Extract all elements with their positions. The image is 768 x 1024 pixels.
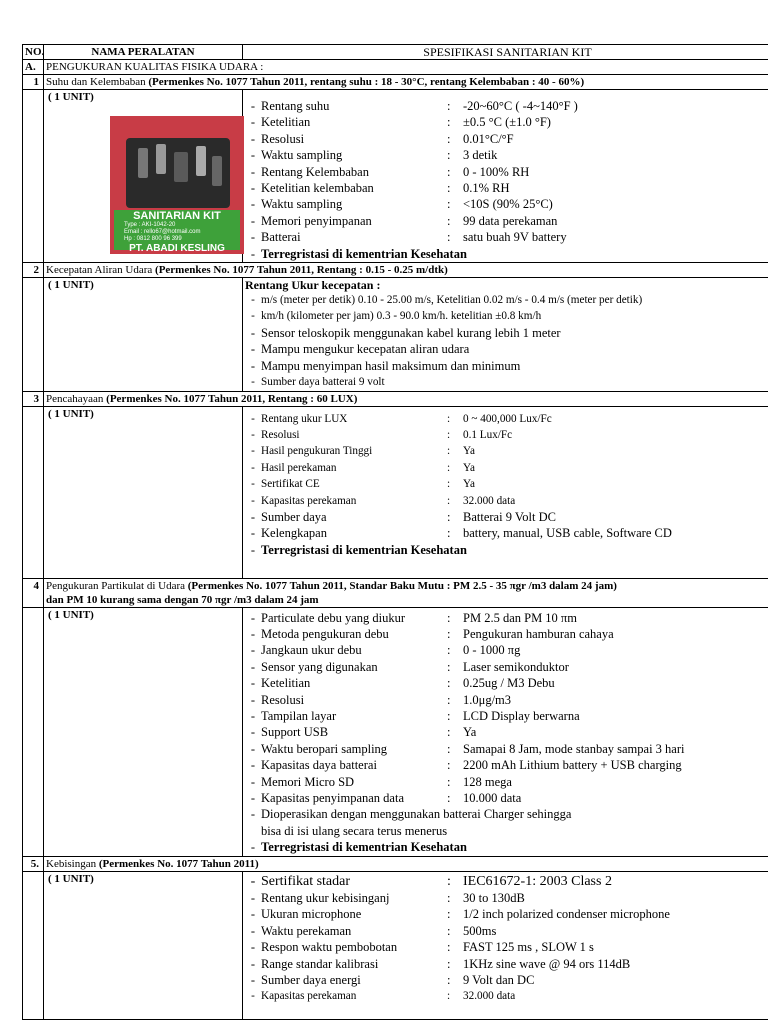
spec-line: - Sensor teloskopik menggunakan kabel kurang lebih 1 meter [250, 325, 561, 340]
spec-value: 0 - 1000 πg [463, 643, 521, 658]
spec-label: Jangkaun ukur debu [261, 643, 362, 658]
spec-value: 32.000 data [463, 990, 516, 1003]
item-4-no: 4 [23, 578, 44, 607]
spec-row: - Ketelitian : 0.25ug / M3 Debu [245, 675, 768, 691]
item-3-unit: ( 1 UNIT) [48, 407, 94, 420]
item-1-title-row [23, 75, 768, 90]
item-1-title: Suhu dan Kelembaban (Permenkes No. 1077 Tahun 2011, rentang suhu : 18 - 30°C, rentang Kelembaban : 40 - 60%) [44, 75, 768, 90]
item-4-footer: - Terregristasi di kementrian Kesehatan [250, 840, 467, 855]
spec-label: Resolusi [261, 428, 300, 441]
spec-value: LCD Display berwarna [463, 708, 580, 723]
spec-label: Memori Micro SD [261, 774, 355, 789]
spec-row: - Rentang suhu : -20~60°C ( -4~140°F ) [245, 98, 768, 114]
item-4-title: Pengukuran Partikulat di Udara (Permenkes No. 1077 Tahun 2011, Standar Baku Mutu : PM 2.5 - 35 πgr /m3 dalam 24 jam) dan PM 10 kurang sama dengan 70 πgr /m3 dalam 24 jam [44, 578, 768, 607]
item-1-specs [245, 98, 768, 246]
spec-value: 1/2 inch polarized condenser microphone [463, 907, 670, 922]
spec-row: - Resolusi : 0.1 Lux/Fc [245, 427, 768, 443]
spec-row: - Hasil perekaman : Ya [245, 460, 768, 476]
spec-row: - Waktu sampling : <10S (90% 25°C) [245, 196, 768, 212]
item-5-body-row [23, 871, 768, 1019]
spec-row: - Rentang Kelembaban : 0 - 100% RH [245, 164, 768, 180]
spec-label: Particulate debu yang diukur [261, 610, 406, 625]
spec-line: - km/h (kilometer per jam) 0.3 - 90.0 km/h. ketelitian ±0.8 km/h [251, 310, 542, 323]
item-2-title-row [23, 263, 768, 278]
item-1-footer: - Terregristasi di kementrian Kesehatan [250, 246, 467, 261]
spec-row: - Range standar kalibrasi : 1KHz sine wave @ 94 ors 114dB [245, 956, 768, 972]
spec-label: Rentang ukur kebisinganj [261, 891, 390, 905]
spec-label: Sumber daya energi [261, 973, 361, 988]
spec-value: Ya [463, 445, 475, 458]
spec-value: 3 detik [463, 148, 498, 163]
item-5-title-row [23, 856, 768, 871]
item-2-body-row [23, 278, 768, 391]
spec-label: Rentang ukur LUX [261, 412, 348, 425]
spec-value: 0 ~ 400,000 Lux/Fc [463, 412, 552, 425]
item-4-title-row [23, 578, 768, 607]
spec-value: Pengukuran hamburan cahaya [463, 626, 614, 641]
item-2-title: Kecepatan Aliran Udara (Permenkes No. 1077 Tahun 2011, Rentang : 0.15 - 0.25 m/dtk) [44, 263, 768, 278]
spec-row: - Ketelitian kelembaban : 0.1% RH [245, 180, 768, 196]
item-5-title: Kebisingan (Permenkes No. 1077 Tahun 2011) [44, 856, 768, 871]
spec-label: Kapasitas perekaman [261, 494, 357, 507]
item-5-no: 5. [23, 856, 44, 871]
spec-label: Range standar kalibrasi [261, 956, 379, 971]
spec-value: Laser semikonduktor [463, 659, 569, 674]
spec-label: Ketelitian [261, 676, 311, 691]
item-3-specs [245, 411, 768, 542]
spec-row: - Particulate debu yang diukur : PM 2.5 dan PM 10 πm [245, 610, 768, 626]
spec-row: - Jangkaun ukur debu : 0 - 1000 πg [245, 642, 768, 658]
spec-label: Ketelitian [261, 115, 311, 130]
item-4-body-row [23, 607, 768, 856]
spec-row: - Waktu sampling : 3 detik [245, 147, 768, 163]
spec-label: Ketelitian kelembaban [261, 181, 374, 196]
spec-row: - Sertifikat stadar : IEC61672-1: 2003 Class 2 [245, 874, 768, 890]
spec-label: Ukuran microphone [261, 907, 362, 922]
spec-line: - Mampu menyimpan hasil maksimum dan minimum [250, 358, 521, 373]
spec-label: Kapasitas penyimpanan data [261, 790, 405, 805]
spec-row: - Waktu beropari sampling : Samapai 8 Jam, mode stanbay sampai 3 hari [245, 741, 768, 757]
spec-value: ±0.5 °C (±1.0 °F) [463, 115, 551, 130]
spec-value: 32.000 data [463, 494, 516, 507]
spec-label: Support USB [261, 725, 329, 740]
spec-label: Kapasitas daya batterai [261, 758, 377, 773]
item-4-unit: ( 1 UNIT) [48, 608, 94, 621]
spec-value: 10.000 data [463, 790, 522, 805]
spec-value: PM 2.5 dan PM 10 πm [463, 610, 577, 625]
item-1-unit: ( 1 UNIT) [48, 91, 94, 103]
spec-label: Sertifikat CE [261, 478, 320, 491]
spec-row: - Memori Micro SD : 128 mega [245, 774, 768, 790]
spec-value: 9 Volt dan DC [463, 973, 535, 988]
sanitarian-kit-photo [110, 116, 244, 254]
spec-label: Tampilan layar [261, 708, 337, 723]
item-1-body-row [23, 90, 768, 263]
spec-row: - Respon waktu pembobotan : FAST 125 ms , SLOW 1 s [245, 939, 768, 955]
spec-value: Ya [463, 725, 477, 740]
spec-row: - Kapasitas perekaman : 32.000 data [245, 493, 768, 509]
header-no: NO. [23, 45, 44, 60]
spec-value: 128 mega [463, 774, 512, 789]
spec-value: 0.1 Lux/Fc [463, 428, 513, 441]
item-3-footer: - Terregristasi di kementrian Kesehatan [250, 542, 467, 557]
equipment-case [126, 138, 230, 208]
spec-label: Waktu beropari sampling [261, 741, 388, 756]
item-3-body-row [23, 406, 768, 578]
spec-label: Kapasitas perekaman [261, 990, 357, 1003]
spec-value: 0.1% RH [463, 181, 510, 196]
spec-row: - Hasil pengukuran Tinggi : Ya [245, 443, 768, 459]
spec-line: - Mampu mengukur kecepatan aliran udara [250, 342, 470, 357]
spec-value: FAST 125 ms , SLOW 1 s [463, 940, 594, 955]
item-3-title: Pencahayaan (Permenkes No. 1077 Tahun 2011, Rentang : 60 LUX) [44, 391, 768, 406]
spec-row: - Tampilan layar : LCD Display berwarna [245, 708, 768, 724]
equipment-table [22, 44, 768, 1020]
section-a-no: A. [23, 60, 44, 75]
spec-row: - Kapasitas perekaman : 32.000 data [245, 988, 768, 1004]
spec-value: Batterai 9 Volt DC [463, 509, 556, 524]
item-2-unit: ( 1 UNIT) [48, 279, 94, 292]
spec-value: 1.0μg/m3 [463, 692, 512, 707]
item-1-no: 1 [23, 75, 44, 90]
item-2-sublabel: Rentang Ukur kecepatan : [245, 278, 381, 293]
spec-label: Rentang suhu [261, 99, 330, 113]
header-spesifikasi: SPESIFIKASI SANITARIAN KIT [243, 45, 768, 60]
item-4-specs [245, 610, 768, 807]
spec-label: Batterai [261, 230, 301, 245]
spec-label: Waktu sampling [261, 148, 343, 163]
spec-label: Resolusi [261, 131, 305, 146]
spec-row: - Rentang ukur kebisinganj : 30 to 130dB [245, 890, 768, 906]
spec-value: battery, manual, USB cable, Software CD [463, 526, 672, 541]
item-5-specs [245, 874, 768, 1005]
spec-row: - Rentang ukur LUX : 0 ~ 400,000 Lux/Fc [245, 411, 768, 427]
spec-label: Respon waktu pembobotan [261, 940, 398, 955]
spec-value: 2200 mAh Lithium battery + USB charging [463, 758, 682, 773]
spec-label: Waktu sampling [261, 197, 343, 212]
spec-label: Waktu perekaman [261, 923, 352, 938]
item-2-no: 2 [23, 263, 44, 278]
spec-row: - Batterai : satu buah 9V battery [245, 229, 768, 245]
kit-label: SANITARIAN KIT Type : AKI-1042-20 Email : rello67@hotmail.com Hp : 0812 800 96 399 PT. ABADI KESLING [114, 210, 240, 250]
spec-value: 0 - 100% RH [463, 164, 530, 179]
spec-row: - Kapasitas penyimpanan data : 10.000 data [245, 790, 768, 806]
header-nama-peralatan: NAMA PERALATAN [44, 45, 243, 60]
spec-label: Sensor yang digunakan [261, 659, 378, 674]
spec-label: Resolusi [261, 692, 305, 707]
item-3-title-row [23, 391, 768, 406]
spec-row: - Kapasitas daya batterai : 2200 mAh Lithium battery + USB charging [245, 757, 768, 773]
table-header-row [23, 45, 768, 60]
section-a-row [23, 60, 768, 75]
spec-value: <10S (90% 25°C) [463, 197, 553, 212]
spec-value: -20~60°C ( -4~140°F ) [463, 99, 578, 113]
spec-line: - m/s (meter per detik) 0.10 - 25.00 m/s, Ketelitian 0.02 m/s - 0.4 m/s (meter per detik) [251, 294, 643, 307]
spec-row: - Sertifikat CE : Ya [245, 476, 768, 492]
spec-row: - Support USB : Ya [245, 724, 768, 740]
spec-label: Rentang Kelembaban [261, 164, 369, 179]
spec-label: Hasil perekaman [261, 461, 337, 474]
spec-value: 1KHz sine wave @ 94 ors 114dB [463, 956, 631, 971]
spec-row: - Sumber daya energi : 9 Volt dan DC [245, 972, 768, 988]
spec-value: Ya [463, 461, 475, 474]
spec-label: Hasil pengukuran Tinggi [261, 445, 373, 458]
spec-value: 500ms [463, 923, 497, 938]
item-4-note: - Dioperasikan dengan menggunakan batterai Charger sehingga [250, 807, 572, 822]
spec-row: - Waktu perekaman : 500ms [245, 923, 768, 939]
spec-value: 0.25ug / M3 Debu [463, 676, 555, 691]
spec-value: IEC61672-1: 2003 Class 2 [463, 873, 612, 889]
item-3-no: 3 [23, 391, 44, 406]
spec-line: - Sumber daya batterai 9 volt [251, 376, 385, 389]
spec-value: Ya [463, 478, 475, 491]
spec-value: 99 data perekaman [463, 213, 558, 228]
spec-row: - Memori penyimpanan : 99 data perekaman [245, 213, 768, 229]
spec-row: - Kelengkapan : battery, manual, USB cable, Software CD [245, 525, 768, 541]
spec-value: 0.01°C/°F [463, 131, 514, 146]
item-2-lines [245, 292, 768, 390]
item-5-unit: ( 1 UNIT) [48, 872, 94, 885]
spec-label: Metoda pengukuran debu [261, 626, 389, 641]
spec-row: - Resolusi : 0.01°C/°F [245, 131, 768, 147]
section-a-title: PENGUKURAN KUALITAS FISIKA UDARA : [44, 60, 768, 75]
spec-row: - Sensor yang digunakan : Laser semikonduktor [245, 659, 768, 675]
spec-row: - Ketelitian : ±0.5 °C (±1.0 °F) [245, 114, 768, 130]
spec-label: Memori penyimpanan [261, 213, 372, 228]
spec-value: satu buah 9V battery [463, 230, 567, 245]
spec-value: 30 to 130dB [463, 891, 525, 905]
spec-label: Kelengkapan [261, 526, 327, 541]
spec-row: - Resolusi : 1.0μg/m3 [245, 692, 768, 708]
spec-row: - Metoda pengukuran debu : Pengukuran hamburan cahaya [245, 626, 768, 642]
spec-label: Sertifikat stadar [261, 873, 351, 889]
item-4-note-cont: bisa di isi ulang secara terus menerus [261, 823, 448, 838]
spec-value: Samapai 8 Jam, mode stanbay sampai 3 hari [463, 741, 685, 756]
spec-row: - Sumber daya : Batterai 9 Volt DC [245, 509, 768, 525]
spec-row: - Ukuran microphone : 1/2 inch polarized condenser microphone [245, 906, 768, 922]
spec-label: Sumber daya [261, 509, 327, 524]
